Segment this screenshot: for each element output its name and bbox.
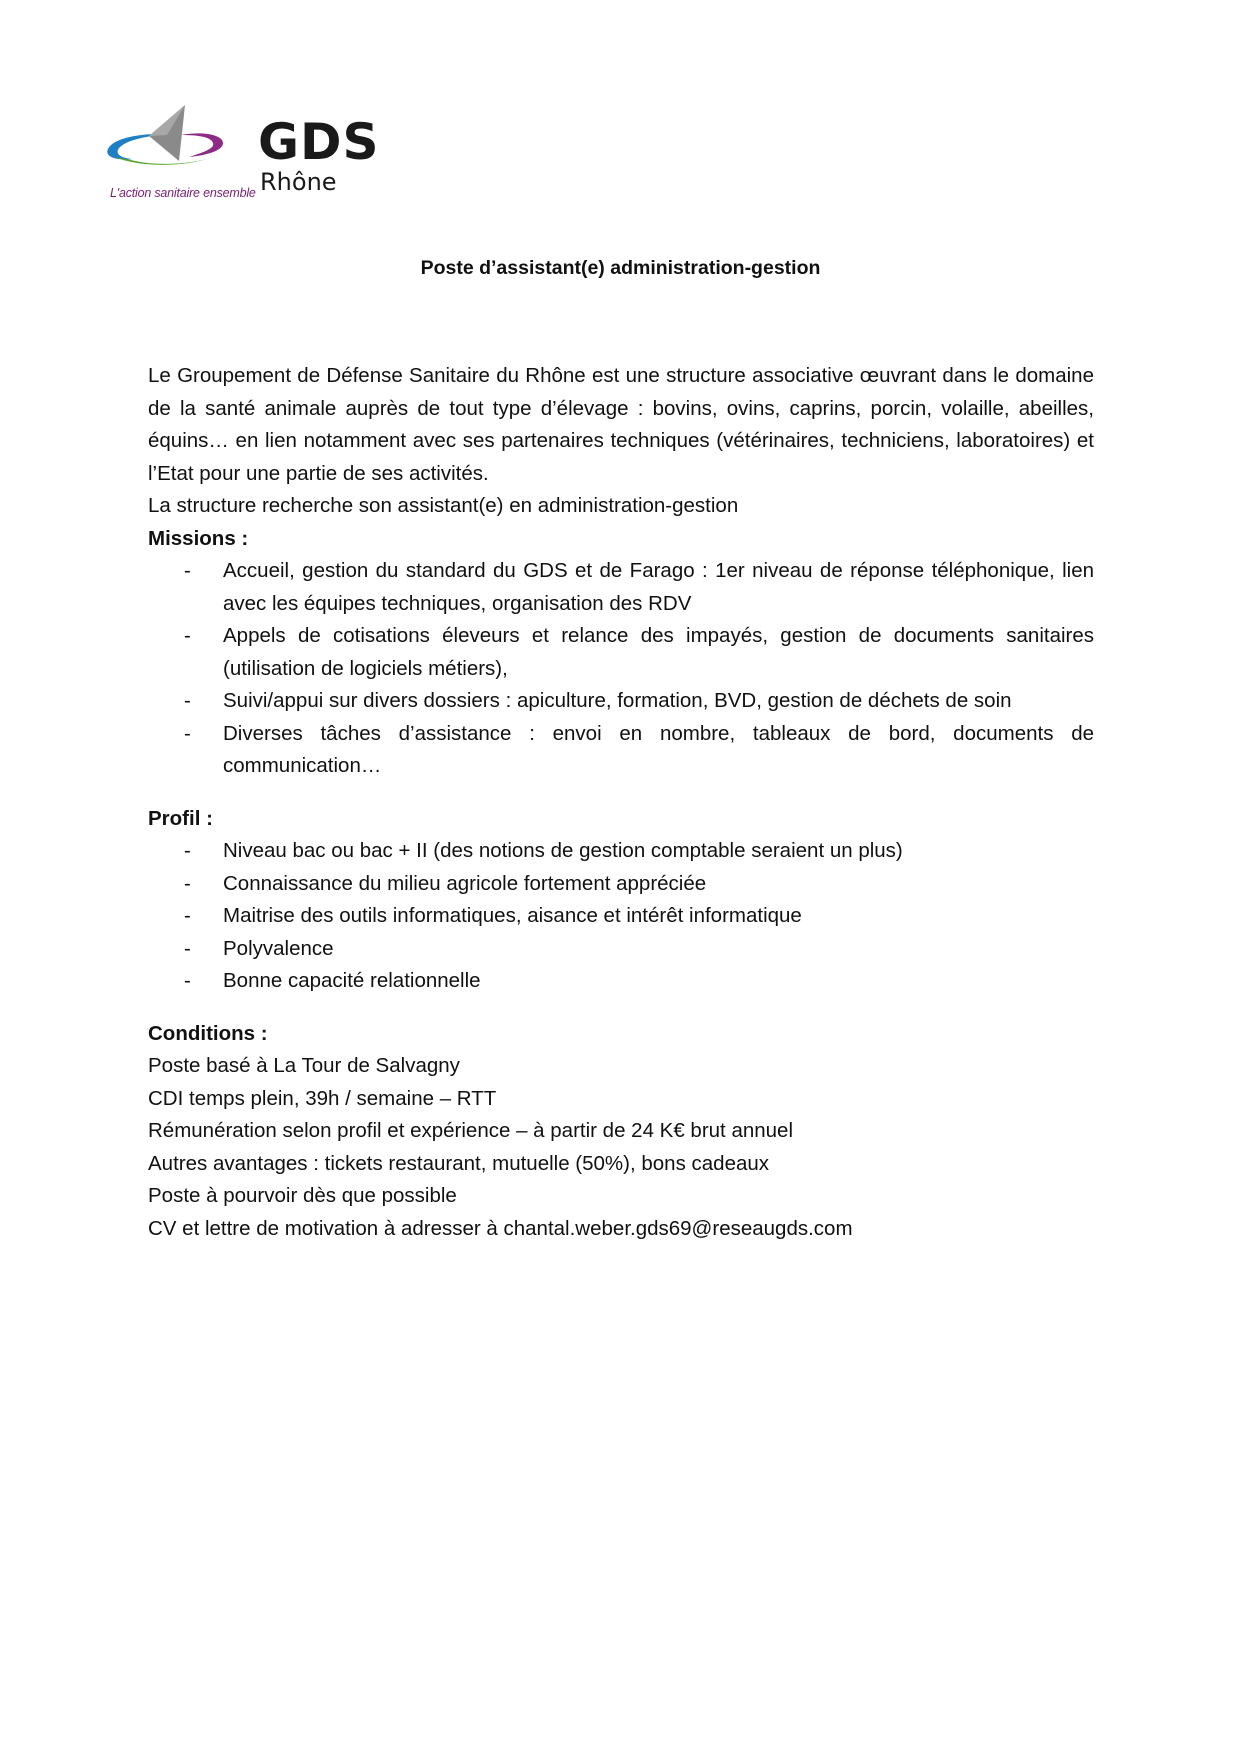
list-item bbox=[148, 620, 1094, 685]
gds-logo-mark-icon bbox=[105, 105, 245, 185]
list-item bbox=[148, 868, 1094, 901]
bullet-dash: - bbox=[184, 969, 191, 992]
list-item-text: Diverses tâches d’assistance : envoi en nombre, tableaux de bord, documents de communication… bbox=[223, 721, 1094, 777]
seeking-paragraph: La structure recherche son assistant(e) en administration-gestion bbox=[148, 494, 739, 517]
bullet-dash: - bbox=[184, 839, 191, 862]
condition-salary: Rémunération selon profil et expérience – à partir de 24 K€ brut annuel bbox=[148, 1119, 794, 1142]
list-item bbox=[148, 555, 1094, 620]
list-item bbox=[148, 685, 1094, 718]
profil-list bbox=[148, 835, 1094, 998]
list-item bbox=[148, 718, 1094, 783]
condition-location: Poste basé à La Tour de Salvagny bbox=[148, 1054, 460, 1077]
bullet-dash: - bbox=[184, 689, 191, 712]
condition-contract: CDI temps plein, 39h / semaine – RTT bbox=[148, 1086, 497, 1110]
list-item-text: Suivi/appui sur divers dossiers : apiculture, formation, BVD, gestion de déchets de soin bbox=[223, 689, 1012, 712]
list-item bbox=[148, 835, 1094, 868]
list-item-text: Niveau bac ou bac + II (des notions de gestion comptable seraient un plus) bbox=[223, 839, 903, 862]
list-item-text: Polyvalence bbox=[223, 936, 334, 960]
list-item-text: Accueil, gestion du standard du GDS et de Farago : 1er niveau de réponse téléphonique, lien avec les équipes techniques, organisation des RDV bbox=[223, 559, 1094, 615]
list-item bbox=[148, 900, 1094, 933]
condition-application-contact: CV et lettre de motivation à adresser à chantal.weber.gds69@reseaugds.com bbox=[148, 1216, 853, 1240]
intro-paragraph: Le Groupement de Défense Sanitaire du Rhône est une structure associative œuvrant dans le domaine de la santé animale auprès de tout type d’élevage : bovins, ovins, caprins, porcin, volaille, abeilles, équins… en lien notamment avec ses partenaires techniques (vétérinaires, techniciens, laboratoires) et l’Etat pour une partie de ses activités. bbox=[148, 364, 1094, 485]
bullet-dash: - bbox=[184, 721, 191, 745]
logo-brand: GDS bbox=[258, 113, 380, 171]
condition-availability: Poste à pourvoir dès que possible bbox=[148, 1184, 457, 1207]
bullet-dash: - bbox=[184, 936, 191, 960]
document-body bbox=[148, 360, 1094, 1245]
logo-tagline: L'action sanitaire ensemble bbox=[110, 186, 256, 200]
profil-heading: Profil : bbox=[148, 806, 213, 830]
list-item bbox=[148, 933, 1094, 966]
bullet-dash: - bbox=[184, 624, 191, 647]
list-item-text: Bonne capacité relationnelle bbox=[223, 969, 481, 992]
document-title: Poste d’assistant(e) administration-gestion bbox=[420, 257, 821, 279]
bullet-dash: - bbox=[184, 904, 191, 927]
missions-list bbox=[148, 555, 1094, 783]
conditions-heading: Conditions : bbox=[148, 1021, 268, 1045]
condition-benefits: Autres avantages : tickets restaurant, mutuelle (50%), bons cadeaux bbox=[148, 1151, 770, 1175]
missions-heading: Missions : bbox=[148, 526, 249, 550]
logo-brand-sub: Rhône bbox=[260, 168, 337, 196]
gds-rhone-logo bbox=[105, 105, 405, 205]
list-item-text: Maitrise des outils informatiques, aisance et intérêt informatique bbox=[223, 904, 802, 927]
bullet-dash: - bbox=[184, 871, 191, 895]
list-item-text: Appels de cotisations éleveurs et relance des impayés, gestion de documents sanitaires (utilisation de logiciels métiers), bbox=[223, 624, 1094, 680]
list-item-text: Connaissance du milieu agricole fortement appréciée bbox=[223, 871, 707, 895]
bullet-dash: - bbox=[184, 559, 191, 582]
list-item bbox=[148, 965, 1094, 998]
